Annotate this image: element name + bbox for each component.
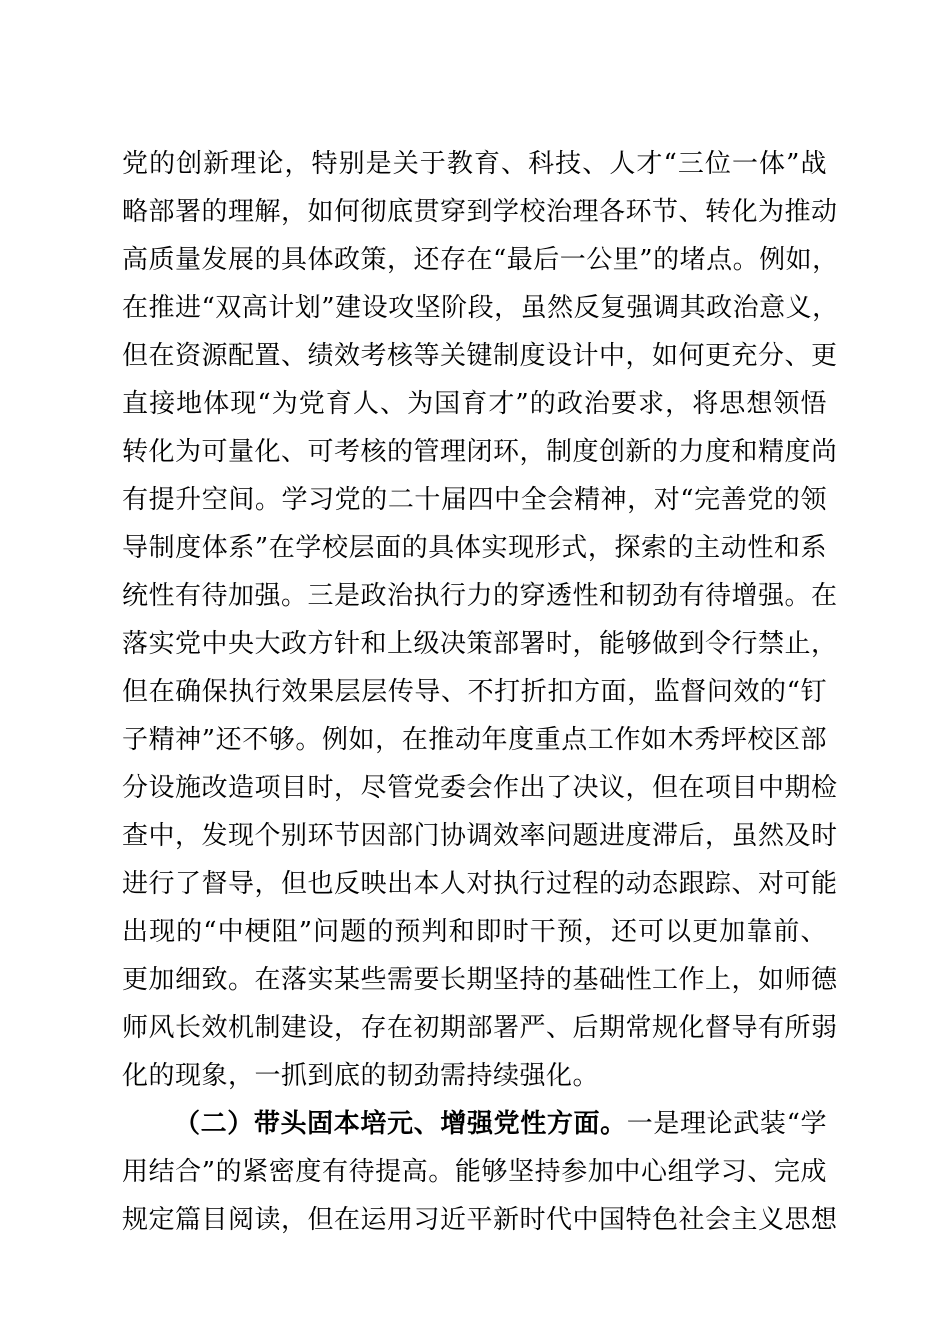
section-2-line-2: 用结合”的紧密度有待提高。能够坚持参加中心组学习、完成	[122, 1157, 827, 1187]
section-2-line-3: 规定篇目阅读，但在运用习近平新时代中国特色社会主义思想	[122, 1205, 838, 1235]
body-line-13: 子精神”还不够。例如，在推动年度重点工作如木秀坪校区部	[122, 725, 827, 755]
body-line-9: 导制度体系”在学校层面的具体实现形式，探索的主动性和系	[122, 533, 827, 563]
body-line-1: 党的创新理论，特别是关于教育、科技、人才“三位一体”战	[122, 149, 827, 179]
section-2-first-line	[174, 1100, 827, 1148]
body-line-2: 略部署的理解，如何彻底贯穿到学校治理各环节、转化为推动	[122, 197, 838, 227]
body-line-11: 落实党中央大政方针和上级决策部署时，能够做到令行禁止，	[122, 629, 838, 659]
body-line-18: 更加细致。在落实某些需要长期坚持的基础性工作上，如师德	[122, 965, 838, 995]
body-line-17: 出现的“中梗阻”问题的预判和即时干预，还可以更加靠前、	[122, 917, 827, 947]
body-line-10: 统性有待加强。三是政治执行力的穿透性和韧劲有待增强。在	[122, 581, 838, 611]
body-line-6: 直接地体现“为党育人、为国育才”的政治要求，将思想领悟	[122, 389, 827, 419]
body-line-19: 师风长效机制建设，存在初期部署严、后期常规化督导有所弱	[122, 1013, 838, 1043]
body-line-16: 进行了督导，但也反映出本人对执行过程的动态跟踪、对可能	[122, 869, 838, 899]
body-line-5: 但在资源配置、绩效考核等关键制度设计中，如何更充分、更	[122, 341, 838, 371]
body-line-14: 分设施改造项目时，尽管党委会作出了决议，但在项目中期检	[122, 773, 838, 803]
body-line-4: 在推进“双高计划”建设攻坚阶段，虽然反复强调其政治意义，	[122, 293, 839, 323]
section-2-heading: （二）带头固本培元、增强党性方面。	[174, 1109, 627, 1139]
body-line-3: 高质量发展的具体政策，还存在“最后一公里”的堵点。例如，	[122, 245, 839, 275]
section-2-first-line-text: 一是理论武装“学	[626, 1109, 827, 1139]
body-line-15: 查中，发现个别环节因部门协调效率问题进度滞后，虽然及时	[122, 821, 838, 851]
body-line-20: 化的现象，一抓到底的韧劲需持续强化。	[122, 1061, 600, 1091]
body-line-12: 但在确保执行效果层层传导、不打折扣方面，监督问效的“钉	[122, 677, 827, 707]
body-line-8: 有提升空间。学习党的二十届四中全会精神，对“完善党的领	[122, 485, 827, 515]
body-line-7: 转化为可量化、可考核的管理闭环，制度创新的力度和精度尚	[122, 437, 838, 467]
